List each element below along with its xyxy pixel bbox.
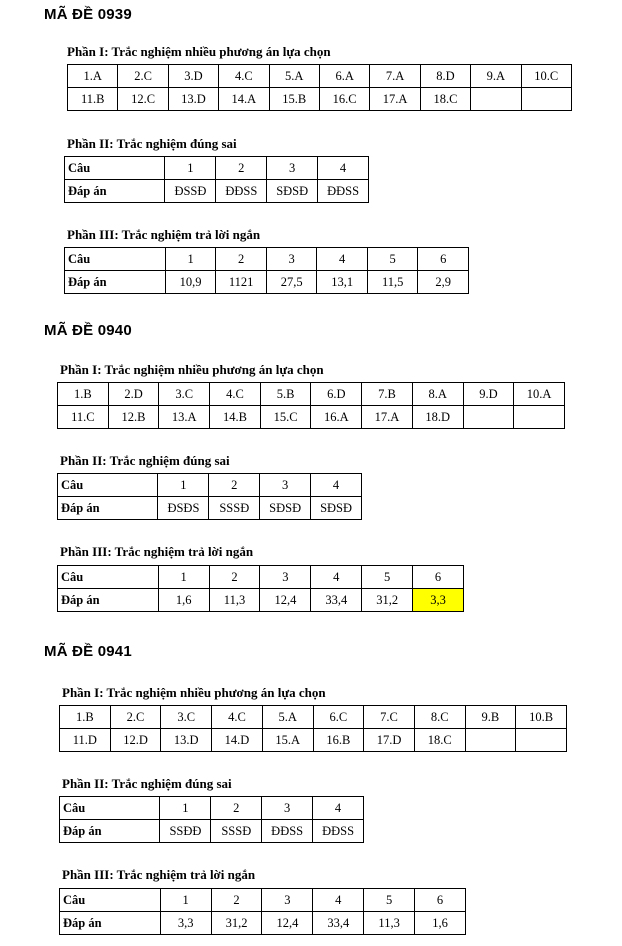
part1-table-0940 bbox=[57, 382, 565, 429]
answer-label: Đáp án bbox=[58, 497, 158, 520]
answer-cell: 2.C bbox=[110, 706, 161, 729]
answer-cell: 8.C bbox=[414, 706, 465, 729]
answer-cell: 12,4 bbox=[262, 912, 313, 935]
part2-table-0940 bbox=[57, 473, 362, 520]
question-cell: 5 bbox=[364, 889, 415, 912]
table-row bbox=[60, 706, 567, 729]
part3-title-0940: Phần III: Trắc nghiệm trả lời ngắn bbox=[60, 544, 254, 559]
question-cell: 3 bbox=[267, 157, 318, 180]
answer-cell: 5.B bbox=[260, 383, 311, 406]
answer-cell: 11,5 bbox=[367, 271, 418, 294]
question-cell: 4 bbox=[313, 797, 364, 820]
question-label: Câu bbox=[58, 566, 159, 589]
answer-cell: 15.C bbox=[260, 406, 311, 429]
answer-cell: ĐĐSS bbox=[313, 820, 364, 843]
answer-cell: 6.A bbox=[319, 65, 369, 88]
answer-cell bbox=[516, 729, 567, 752]
answer-cell bbox=[463, 406, 514, 429]
answer-cell: ĐĐSS bbox=[318, 180, 369, 203]
answer-cell: 11.C bbox=[58, 406, 109, 429]
answer-cell: 3.C bbox=[159, 383, 210, 406]
question-cell: 4 bbox=[313, 889, 364, 912]
answer-cell: 10.A bbox=[514, 383, 565, 406]
answer-cell: 1.B bbox=[60, 706, 111, 729]
table-row bbox=[58, 406, 565, 429]
answer-cell: 6.D bbox=[311, 383, 362, 406]
question-cell: 3 bbox=[260, 566, 311, 589]
answer-cell: SĐSĐ bbox=[260, 497, 311, 520]
answer-cell: 2,9 bbox=[418, 271, 469, 294]
answer-cell: SSSĐ bbox=[211, 820, 262, 843]
answer-cell: 13.D bbox=[161, 729, 212, 752]
answer-cell: ĐSĐS bbox=[158, 497, 209, 520]
question-cell: 2 bbox=[216, 157, 267, 180]
answer-cell: 17.A bbox=[362, 406, 413, 429]
question-cell: 4 bbox=[317, 248, 368, 271]
question-cell: 1 bbox=[158, 474, 209, 497]
exam-code-title-0940: MÃ ĐỀ 0940 bbox=[44, 322, 132, 339]
answer-cell: 9.D bbox=[463, 383, 514, 406]
answer-label: Đáp án bbox=[65, 271, 166, 294]
answer-cell: 4.C bbox=[212, 706, 263, 729]
answer-cell: SSĐĐ bbox=[160, 820, 211, 843]
answer-cell: 11,3 bbox=[364, 912, 415, 935]
table-row bbox=[58, 474, 362, 497]
question-cell: 4 bbox=[318, 157, 369, 180]
question-cell: 2 bbox=[211, 797, 262, 820]
part1-title-0939: Phần I: Trắc nghiệm nhiều phương án lựa chọn bbox=[67, 44, 331, 59]
question-cell: 3 bbox=[260, 474, 311, 497]
part3-table-0941 bbox=[59, 888, 466, 935]
answer-cell: 3.C bbox=[161, 706, 212, 729]
answer-label: Đáp án bbox=[60, 820, 160, 843]
part2-title-0940: Phần II: Trắc nghiệm đúng sai bbox=[60, 453, 230, 468]
answer-cell: ĐĐSS bbox=[262, 820, 313, 843]
question-cell: 6 bbox=[418, 248, 469, 271]
answer-cell: 18.C bbox=[414, 729, 465, 752]
question-cell: 2 bbox=[216, 248, 267, 271]
answer-cell: 33,4 bbox=[311, 589, 362, 612]
part1-table-0939 bbox=[67, 64, 572, 111]
answer-cell: SĐSĐ bbox=[311, 497, 362, 520]
answer-cell: 16.A bbox=[311, 406, 362, 429]
answer-cell: 6.C bbox=[313, 706, 364, 729]
answer-cell: 27,5 bbox=[266, 271, 317, 294]
question-cell: 6 bbox=[415, 889, 466, 912]
answer-cell: 1.B bbox=[58, 383, 109, 406]
answer-cell bbox=[465, 729, 516, 752]
table-row bbox=[65, 157, 369, 180]
answer-cell: 7.C bbox=[364, 706, 415, 729]
question-cell: 1 bbox=[165, 157, 216, 180]
answer-cell: 5.A bbox=[269, 65, 319, 88]
answer-cell: 1121 bbox=[216, 271, 267, 294]
answer-cell: 33,4 bbox=[313, 912, 364, 935]
answer-cell: 13.D bbox=[168, 88, 218, 111]
question-cell: 1 bbox=[165, 248, 216, 271]
answer-cell: 16.B bbox=[313, 729, 364, 752]
answer-cell: 12.D bbox=[110, 729, 161, 752]
answer-cell: 11,3 bbox=[209, 589, 260, 612]
answer-cell: 15.A bbox=[262, 729, 313, 752]
question-cell: 3 bbox=[262, 889, 313, 912]
question-cell: 3 bbox=[262, 797, 313, 820]
part3-table-0939 bbox=[64, 247, 469, 294]
answer-cell: SĐSĐ bbox=[267, 180, 318, 203]
question-cell: 4 bbox=[311, 474, 362, 497]
answer-cell: SSSĐ bbox=[209, 497, 260, 520]
answer-cell: 1,6 bbox=[158, 589, 209, 612]
answer-cell: 3,3 bbox=[160, 912, 211, 935]
question-cell: 1 bbox=[158, 566, 209, 589]
question-cell: 5 bbox=[367, 248, 418, 271]
answer-cell: ĐSSĐ bbox=[165, 180, 216, 203]
exam-code-title-0941: MÃ ĐỀ 0941 bbox=[44, 643, 132, 660]
part3-table-0940 bbox=[57, 565, 464, 612]
answer-cell: 31,2 bbox=[362, 589, 413, 612]
question-label: Câu bbox=[60, 797, 160, 820]
question-label: Câu bbox=[58, 474, 158, 497]
answer-label: Đáp án bbox=[60, 912, 161, 935]
table-row bbox=[58, 566, 464, 589]
question-cell: 6 bbox=[413, 566, 464, 589]
part3-title-0941: Phần III: Trắc nghiệm trả lời ngắn bbox=[62, 867, 256, 882]
table-row bbox=[65, 248, 469, 271]
answer-cell: 18.D bbox=[412, 406, 463, 429]
question-cell: 2 bbox=[209, 474, 260, 497]
part3-title-0939: Phần III: Trắc nghiệm trả lời ngắn bbox=[67, 227, 261, 242]
question-label: Câu bbox=[65, 157, 165, 180]
answer-cell: 13,1 bbox=[317, 271, 368, 294]
answer-cell: 11.B bbox=[68, 88, 118, 111]
table-row bbox=[68, 65, 572, 88]
answer-cell: 17.A bbox=[370, 88, 420, 111]
table-row bbox=[68, 88, 572, 111]
question-cell: 2 bbox=[209, 566, 260, 589]
answer-cell: 16.C bbox=[319, 88, 369, 111]
part2-table-0941 bbox=[59, 796, 364, 843]
answer-cell bbox=[514, 406, 565, 429]
answer-cell: 10.B bbox=[516, 706, 567, 729]
answer-cell: 13.A bbox=[159, 406, 210, 429]
answer-cell bbox=[521, 88, 572, 111]
answer-cell: 4.C bbox=[210, 383, 261, 406]
answer-cell: 2.C bbox=[118, 65, 168, 88]
answer-cell bbox=[471, 88, 521, 111]
answer-cell: 5.A bbox=[262, 706, 313, 729]
question-label: Câu bbox=[60, 889, 161, 912]
answer-cell: 7.B bbox=[362, 383, 413, 406]
question-label: Câu bbox=[65, 248, 166, 271]
answer-cell: 7.A bbox=[370, 65, 420, 88]
answer-cell: 14.A bbox=[219, 88, 269, 111]
table-row bbox=[58, 589, 464, 612]
answer-label: Đáp án bbox=[65, 180, 165, 203]
answer-cell: ĐĐSS bbox=[216, 180, 267, 203]
answer-cell: 14.D bbox=[212, 729, 263, 752]
answer-cell: 1,6 bbox=[415, 912, 466, 935]
question-cell: 1 bbox=[160, 797, 211, 820]
question-cell: 2 bbox=[211, 889, 262, 912]
exam-code-title-0939: MÃ ĐỀ 0939 bbox=[44, 6, 132, 23]
answer-cell: 8.D bbox=[420, 65, 470, 88]
answer-cell: 9.A bbox=[471, 65, 521, 88]
table-row bbox=[58, 383, 565, 406]
part1-table-0941 bbox=[59, 705, 567, 752]
table-row bbox=[65, 180, 369, 203]
part2-title-0941: Phần II: Trắc nghiệm đúng sai bbox=[62, 776, 232, 791]
table-row bbox=[60, 797, 364, 820]
highlighted-answer-cell: 3,3 bbox=[413, 589, 464, 612]
answer-cell: 14.B bbox=[210, 406, 261, 429]
answer-cell: 31,2 bbox=[211, 912, 262, 935]
table-row bbox=[58, 497, 362, 520]
answer-cell: 11.D bbox=[60, 729, 111, 752]
answer-cell: 4.C bbox=[219, 65, 269, 88]
answer-cell: 10,9 bbox=[165, 271, 216, 294]
part2-title-0939: Phần II: Trắc nghiệm đúng sai bbox=[67, 136, 237, 151]
answer-cell: 17.D bbox=[364, 729, 415, 752]
answer-cell: 8.A bbox=[412, 383, 463, 406]
question-cell: 4 bbox=[311, 566, 362, 589]
table-row bbox=[65, 271, 469, 294]
table-row bbox=[60, 729, 567, 752]
answer-label: Đáp án bbox=[58, 589, 159, 612]
answer-cell: 18.C bbox=[420, 88, 470, 111]
table-row bbox=[60, 912, 466, 935]
part1-title-0941: Phần I: Trắc nghiệm nhiều phương án lựa chọn bbox=[62, 685, 326, 700]
part2-table-0939 bbox=[64, 156, 369, 203]
answer-cell: 12.B bbox=[108, 406, 159, 429]
answer-cell: 9.B bbox=[465, 706, 516, 729]
question-cell: 1 bbox=[160, 889, 211, 912]
table-row bbox=[60, 889, 466, 912]
answer-cell: 12.C bbox=[118, 88, 168, 111]
answer-cell: 2.D bbox=[108, 383, 159, 406]
table-row bbox=[60, 820, 364, 843]
part1-title-0940: Phần I: Trắc nghiệm nhiều phương án lựa chọn bbox=[60, 362, 324, 377]
answer-cell: 15.B bbox=[269, 88, 319, 111]
answer-cell: 10.C bbox=[521, 65, 572, 88]
answer-cell: 3.D bbox=[168, 65, 218, 88]
answer-cell: 1.A bbox=[68, 65, 118, 88]
question-cell: 5 bbox=[362, 566, 413, 589]
question-cell: 3 bbox=[266, 248, 317, 271]
answer-cell: 12,4 bbox=[260, 589, 311, 612]
